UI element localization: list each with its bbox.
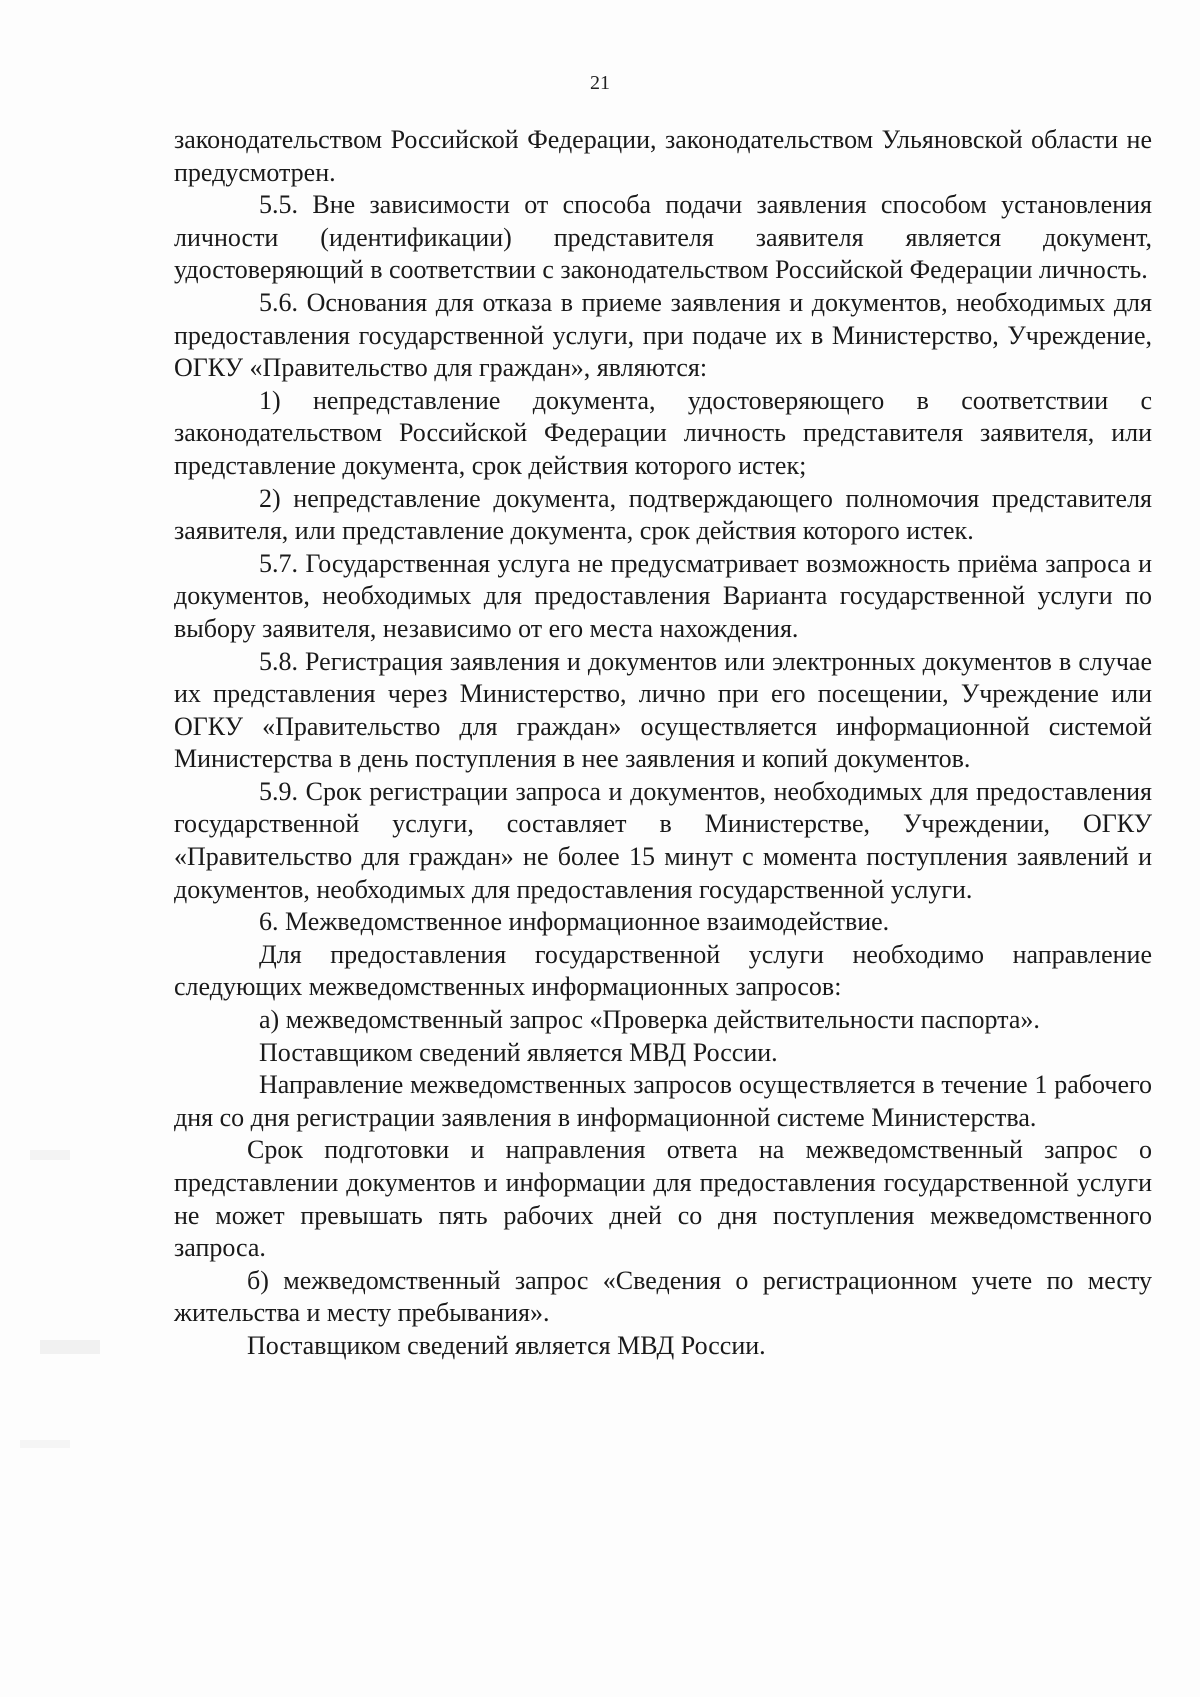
supplier-b: Поставщиком сведений является МВД России. (247, 1330, 766, 1360)
scan-artifact (40, 1340, 100, 1354)
section-6-heading: 6. Межведомственное информационное взаимодействие. (259, 907, 890, 937)
request-b: б) межведомственный запрос «Сведения о регистрационном учете по месту жительства и месту пребывания». (174, 1265, 1152, 1328)
paragraph-interagency-requests: Для предоставления государственной услуги необходимо направление следующих межведомственных информационных запросов: (174, 939, 1152, 1002)
request-a: а) межведомственный запрос «Проверка действительности паспорта». (259, 1005, 1040, 1035)
scan-artifact (20, 1440, 70, 1448)
scan-artifact (30, 1150, 70, 1160)
paragraph-5-6: 5.6. Основания для отказа в приеме заявления и документов, необходимых для предоставления государственной услуги, при подаче их в Министерство, Учреждение, ОГКУ «Правительство для граждан», являются: (174, 287, 1152, 383)
paragraph-5-9: 5.9. Срок регистрации запроса и документов, необходимых для предоставления государственной услуги, составляет в Министерстве, Учреждении, ОГКУ «Правительство для граждан» не более 15 минут с момента поступления заявлений и документов, необходимых для предоставления государственной услуги. (174, 776, 1152, 904)
paragraph-continuation: законодательством Российской Федерации, законодательством Ульяновской области не предусмотрен. (174, 125, 1152, 187)
document-body (174, 124, 1152, 1363)
list-item-1: 1) непредставление документа, удостоверяющего в соответствии с законодательством Российской Федерации личность представителя заявителя, или представление документа, срок действия которого истек; (174, 385, 1152, 480)
paragraph-5-5: 5.5. Вне зависимости от способа подачи заявления способом установления личности (идентификации) представителя заявителя является документ, удостоверяющий в соответствии с законодательством Российской Федерации личность. (174, 190, 1152, 285)
supplier-a: Поставщиком сведений является МВД России. (259, 1037, 778, 1067)
list-item-2: 2) непредставление документа, подтверждающего полномочия представителя заявителя, или представление документа, срок действия которого истек. (174, 483, 1152, 546)
paragraph-5-8: 5.8. Регистрация заявления и документов или электронных документов в случае их представления через Министерство, лично при его посещении, Учреждение или ОГКУ «Правительство для граждан» осуществляется информационной системой Министерства в день поступления в нее заявления и копий документов. (174, 646, 1152, 774)
paragraph-request-deadline: Направление межведомственных запросов осуществляется в течение 1 рабочего дня со дня регистрации заявления в информационной системе Министерства. (174, 1070, 1152, 1132)
page-number: 21 (590, 72, 610, 94)
paragraph-5-7: 5.7. Государственная услуга не предусматривает возможность приёма запроса и документов, необходимых для предоставления Варианта государственной услуги по выбору заявителя, независимо от его места нахождения. (174, 548, 1152, 643)
paragraph-response-deadline: Срок подготовки и направления ответа на межведомственный запрос о представлении документов и информации для предоставления государственной услуги не может превышать пять рабочих дней со дня поступления межведомственного запроса. (174, 1135, 1152, 1263)
